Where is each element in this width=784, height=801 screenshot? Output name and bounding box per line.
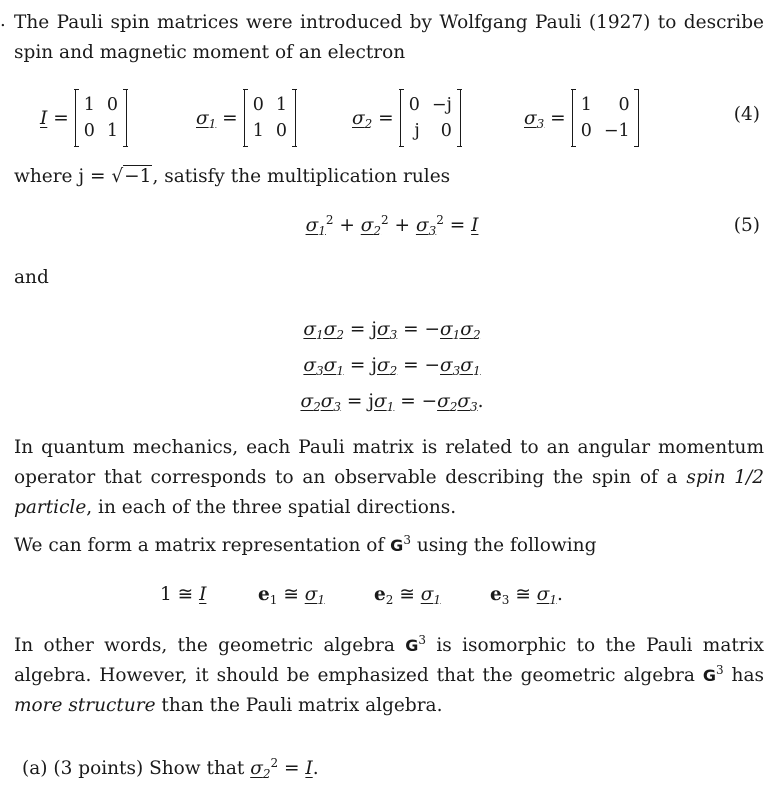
quantum-paragraph: In quantum mechanics, each Pauli matrix is related to an angular momentum operator that corresponds to an observable describing the spin of a spin 1/2 particle, in each of the three spatial directions. xyxy=(14,437,765,518)
sigma3-matrix: 1 0 0 −1 xyxy=(572,90,639,146)
sigma3-matrix-def: $\sigma_3$ = 1 0 0 −1 xyxy=(524,86,639,150)
sum-of-squares-equation: $\sigma_1^2 + \sigma_2^2 + \sigma_3^2 = I$ xyxy=(305,213,479,238)
iso-e1: $e_1$ ≅ $\sigma_1$ xyxy=(258,584,325,607)
sigma1-matrix-def: $\sigma_1$ = 0 1 1 0 xyxy=(196,86,296,150)
sigma2-matrix: 0 −j j 0 xyxy=(400,90,461,146)
product-equation-3: $\sigma_2\sigma_3 = j\sigma_1 = -\sigma_2\sigma_3$. xyxy=(300,391,484,414)
emphasis-spin-half-particle: spin 1/2 particle xyxy=(14,467,765,518)
iso-scalar: 1 ≅ I xyxy=(160,584,207,605)
closing-paragraph: In other words, the geometric algebra $G^3$ is isomorphic to the Pauli matrix algebra. However, it should be emphasized that the geometric algebra $G^3$ has more structure than the Pauli matrix algebra. xyxy=(14,633,764,716)
equation-number-5: (5) xyxy=(733,215,760,236)
where-line: where j = √−1, satisfy the multiplication rules xyxy=(14,166,451,187)
identity-label: I xyxy=(40,107,48,129)
emphasis-more-structure: more structure xyxy=(14,695,156,716)
sigma1-matrix: 0 1 1 0 xyxy=(244,90,296,146)
and-word: and xyxy=(14,267,49,288)
product-equation-1: $\sigma_1\sigma_2 = j\sigma_3 = -\sigma_1\sigma_2$ xyxy=(303,319,481,342)
equation-number-4: (4) xyxy=(733,104,760,125)
sigma2-matrix-def: $\sigma_2$ = 0 −j j 0 xyxy=(352,86,461,150)
leading-mark: . xyxy=(0,10,6,31)
intro-paragraph: The Pauli spin matrices were introduced by Wolfgang Pauli (1927) to describe spin and magnetic moment of an electron xyxy=(14,12,764,63)
identity-matrix: 1 0 0 1 xyxy=(75,90,127,146)
iso-e2: $e_2$ ≅ $\sigma_1$ xyxy=(374,584,441,607)
matrix-representation-line: We can form a matrix representation of $G^3$ using the following xyxy=(14,533,597,556)
identity-matrix-def: I = 1 0 0 1 xyxy=(40,86,127,150)
iso-e3: $e_3$ ≅ $\sigma_1$. xyxy=(490,584,563,607)
question-a: (a) (3 points) Show that $\sigma_2^2 = I$. xyxy=(22,756,319,781)
pauli-matrices-equation xyxy=(0,86,784,150)
product-equation-2: $\sigma_3\sigma_1 = j\sigma_2 = -\sigma_3\sigma_1$ xyxy=(303,355,481,378)
